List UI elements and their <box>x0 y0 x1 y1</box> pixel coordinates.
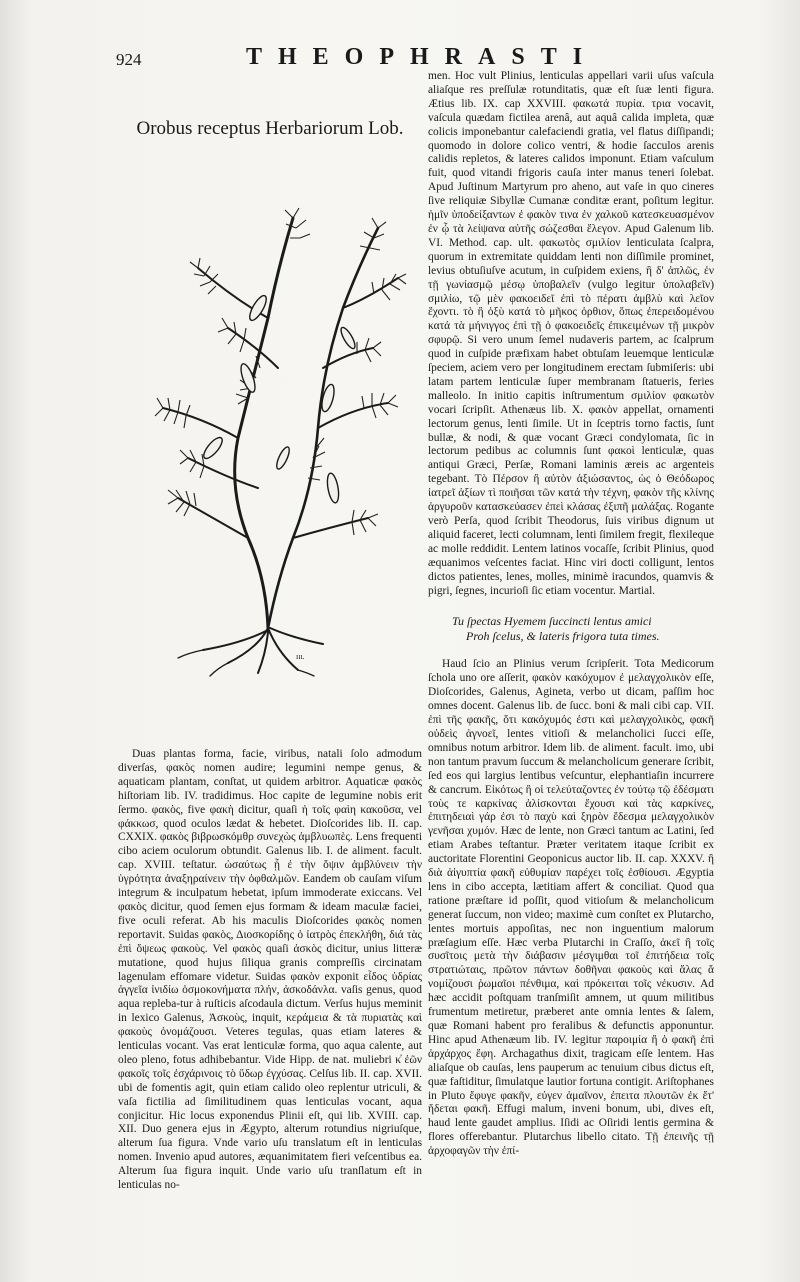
verse-line-2: Proh ſcelus, & lateris frigora tuta times. <box>466 629 660 644</box>
plant-woodcut-figure <box>118 158 422 698</box>
plate-mark: ııı. <box>296 652 305 661</box>
right-column-text-top: men. Hoc vult Plinius, lenticulas appellari varii uſus vaſcula aliaſque res preſſulæ rotunditatis, quæ eſt ſuæ lenti figura. Ætius lib. IX. cap XXVIII. φακωτά πυρία. τρια vocavit, vaſcula quædam fictilea arenâ, aut aquâ calida impleta, quæ colicis imponebantur calefaciendi gratia, vel flatus diſſipandi; quomodo in dolore colico ventri, & hodie ſacculos arenis calidis repletos, & lateres calidos imponunt. Etiam vaſculum fuit, quod vitandi frigoris cauſa inter manus teneri ſolebat. Apud Juſtinum Martyrum pro aheno, aut vaſe in quo cineres ſive reliquiæ Sibyllæ Cumanæ conditæ erant, poſitum legitur. ἡμῖν ὑποδείξαντων ἐ φακὸν τινα ἐν χαλκοῦ κατεσκευασμένον ἐν ᾧ τὰ λείψανα αὐτῆς σώζεσθαι ἔλεγον. Apud Galenum lib. VI. Method. cap. ult. φακωτὸς σμιλίον lenticulata ſcalpra, quorum in extremitate quiddam lenti non diſſimile prominet, levius obtuſiuſve acutum, in cuſpidem exiens, ἢ δ' ἁπλῶς, ἐν τῇ γωνίασμῷ μέσῳ ὑποβαλεῖν (vulgo legitur ὑπολαβεῖν) σμιλίω, τῷ μὲν φακοειδεῖ ἐπὶ τὸ πέρατι ἀμβλὺ καὶ λεῖον ἔχοντι. τὸ ἢ ὀξὺ κατά τὸ μῆκος ὀρθιον, ὅπως ἐπερειδομένου κατά τὰ μήνιγγος ἐπὶ τῇ ὁ φακοειδεῖς ἐπικειμένων τῇ μικρὸν σφυρῷ. Si vero unum ſemel nudaveris partem, ac ſcalprum quod in cuſpide præfixam habet obtuſam leuemque lenticulæ ſpeciem, aciem vero per longitudinem erectam ſubmiſeris: ubi latam partem lenticulæ ſuper membranam ſtatueris, feries malleolo. In initio capitis inſtrumentum σμιλίον φακωτὸν vocari ſcripſit. Athenæus lib. X. φακὸν appellat, ornamenti lectorum genus, lenti ſimile. Ut in ſceptris torno factis, ſunt bullæ, & nodi, & quæ vocant Græci condylomata, ſic in lectorum pedibus ac columnis ſunt φακοὶ lenticulæ, quas antiqui Græci, Perſæ, Romani laminis æreis ac argenteis tegebant. Τὸ Πέρσον ἢ αὐτὸν ἀξιώσαντος, ὡς ὁ Θεόδωρος ἰατρεῖ ἀξίων τὶ ποιῆσαι τῶν κατά τὴν τέχνη, φακὸν τῆς κλίνης ἀργυροῦν κατασκεύασεν ἐπεὶ κλάσας ἐξιπῆ μαλάξας. Rogante verò Perſa, quod ſcribit Theodorus, ſuis viribus dignum ut aliquid faceret, lecti columnam, lenti ſimilem fregit, flexileque ac molle reddidit. Lentem latinos vocaſſe, ſcribit Plinius, quod æquanimos veſcentes faciat. Hinc viri docti colligunt, lentos dictos patientes, lenes, molles, minimè iracundos, quamvis & pigri, ſegnes, incurioſi ſic etiam vocentur. Martial. <box>428 70 714 597</box>
page-header <box>116 44 599 72</box>
page-edge-shadow <box>760 0 800 1282</box>
figure-caption: Orobus receptus Herbariorum Lob. <box>136 118 404 139</box>
right-column-text-bottom: Haud ſcio an Plinius verum ſcripſerit. Tota Medicorum ſchola uno ore aſſerit, φακὸν κακόχυμον ἐ μελαγχολικὸν eſſe, Dioſcorides, Galenus, Agineta, verbo ut dicam, paſſim hoc omnes docent. Galenus lib. de ſucc. boni & mali cibi cap. VII. ἐπὶ τῆς φακῆς, ὅτι κακόχυμός ἐστι καὶ μελαγχολικὸς, φακῆ οὐδεὶς ἀγνοεῖ, lentes vitioſi & melancholici ſucci eſſe, omnibus notum arbitror. Idem lib. de aliment. facult. imo, ubi non tantum pravum ſuccum & melancholicum generare ſcribit, ſed eos qui largius lentibus veſcuntur, elephantiaſin incurrere & cancrum. Εἰκότως ἢ οἱ τελεύταζοντες ἐν τούτῳ τῷ ἐδέσματι τοὺς τε καρκίνας ἁλίσκονται ἔχουσι καὶ τὰς καρκίνες, ἐπιτηδειαὶ γάρ ἐσι τὸ παχὺ καὶ ξηρὸν ἔδεσμα μελαγχολικὸν γενῆσαι χυμόν. Hæc de lente, non Græci tantum ac Latini, ſed etiam Arabes teſtantur. Præter veritatem itaque ſcribit ex auctoritate Florentini Geoponicus auctor lib. II. cap. XXXV. ἢ διὰ ἀἰγυπτία φακῆ εὐθυμίαν παρέχει τοῖς ἐσθίουσι. Ægyptia lens in cibo accepta, lætitiam affert & conciliat. Quod qua ratione præſtare id poſſit, quod vitioſum & melancholicum generat ſuccum, non video; maximè cum conſtet ex Plutarcho, lentes mortuis appoſitas, nec non inguentium malorum præſagium eſſe. Hæc verba Plutarchi in Craſſo, ἀκεῖ ἢ τοῖς συσῖτοις μετὰ τὴν διάβασιν μέσγιμθαι τοῖ ἐπιτήδεια τοῖς στρατιώταις, πρῶτον πάντων δοθῆναι φακοὺς καὶ ἅλας ἅ νομίζουσι ῥωμαῖοι πένθιμα, καὶ πρόκειται τοῖς νέκυσιν. Ad hæc accidit poſtquam tranſmiſit amnem, ut quum militibus frumentum metiretur, præberet ante omnia lentes & ſalem, quæ Romani habent pro feralibus & defunctis apponuntur. Hinc apud Athenæum lib. IV. legitur παροιμία ἢ ὁ φακῆ ἐπὶ ἀρχάρχος ἔφη. Archagathus dixit, tragicam eſſe lentem. Has aliaſque ob cauſas, lens pauperum ac tenuium cibus dictus eſt, quæ faſtiditur, ſimulatque lautior fortuna contigit. Ariſtophanes in Pluto ἔφυγε φακῆν, εὐγεν ἀμαῖνον, ἐπειτα πλουτῶν ἐκ ἔτ' ἥδεται φακῆ. Effugi malum, inveni bonum, ubi, dives eſt, haud lente gaudet amplius. Iſidi ac Oſiridi lentis germina & flores offerebantur. Plutarchus libello citato. Τῇ ἐπεινῆς τῇ ἀρχοφαγῶν τὴν ἐπί- <box>428 658 714 1158</box>
martial-verse <box>452 614 714 644</box>
left-column-text: Duas plantas forma, facie, viribus, natali ſolo admodum diverſas, φακὸς nomen audire; legumini nempe genus, & aquaticam plantam, conſtat, ut quidem arbitror. Aquaticæ φακὸς hiſtoriam lib. IV. tradidimus. Hoc capite de legumine nobis erit ſermo. φακὸς, five φακὴ dicitur, quaſi ἡ τοῖς φαὶη κακοῦσα, vel φάκκωσ, quod oculos lædat & hebetet. Dioſcorides lib. II. cap. CXXIX. φακὸς βιβρωσκόμθρ συνεχὼς ἀμβλυωπὲς. Lens frequenti cibo aciem oculorum obtundit. Galenus lib. I. de aliment. facult. cap. XVIII. teſtatur. ὡσαύτως ᾗ ἐ τὴν ὄψιν ἀμβλύνειν τὴν ὑγρότητα ἀναξηραίνειν τὴν ὀφθαλμῶν. Eandem ob cauſam viſum integrum & inculpatum hebetat, ipſum immoderate exiccans. Vel φακὸς dicitur, quod ſemen ejus formam & ideam maculæ faciei, five oculi referat. Ab his maculis Dioſcorides φακὸς nomen reportavit. Suidas φακὸς, Διοσκορίδης ὀ ἰατρὸς ἐπεκλήθη, διά τὰς ἐπὶ ὄψεως φακοὺς. Vel φακὸς quaſi ἀσκὸς dicitur, unius litteræ mutatione, quod hujus ſiliqua granis compreſſis circinatam lagenulam effomare videtur. Suidas φακὸν exponit εἶδος ὑδρίας ἀγγεῖα ἰνιδίω ὀσμοκονήματα πλήν, ἀσκοδάνλα. vaſis genus, quod aqua repleba-tur à ruſticis aſcodaula dictum. Verſus hujus meminit in lexico Galenus, Ἀσκοὺς, inquit, κεράμεια & τὰ πυριατὰς καὶ φακοὺς ὀνομάζουσι. Veteres tegulas, quas etiam lateres & lenticulas vocant. Vas erat lenticulæ forma, quo aqua calente, aut oleo pleno, fotus adhibebantur. Vide Hipp. de nat. muliebri κ̓ ἐῶν φακοῖς τοῖς ἐσχάρινοις τὸ ὕδωρ ἐγχύσας. Celſus lib. II. cap. XVII. ubi de fomentis agit, quin etiam calido oleo replentur utriculi, & vaſa fictilia ad ſimilitudinem quas lenticulas vocant, aqua conjicitur. Hic locus exponendus Plinii eſt, qui lib. XVIII. cap. XII. Duo genera ejus in Ægypto, alterum rotundius nigriuſque, alterum ſua figura. Vnde vario uſu translatum eſt in lenticulas nomen. Invenio apud autores, æquanimitatem fieri veſcentibus ea. Alterum ſua figura inquit. Unde vario uſu tranſlatum eſt in lenticulas no- <box>118 748 422 1192</box>
verse-line-1: Tu ſpectas Hyemem ſuccincti lentus amici <box>452 614 652 629</box>
right-column <box>428 70 714 1159</box>
left-column <box>118 118 422 1193</box>
page-gutter-shadow <box>0 0 30 1282</box>
page-number: 924 <box>116 50 142 69</box>
plant-illustration <box>118 158 422 678</box>
running-title: THEOPHRASTI <box>246 44 599 70</box>
